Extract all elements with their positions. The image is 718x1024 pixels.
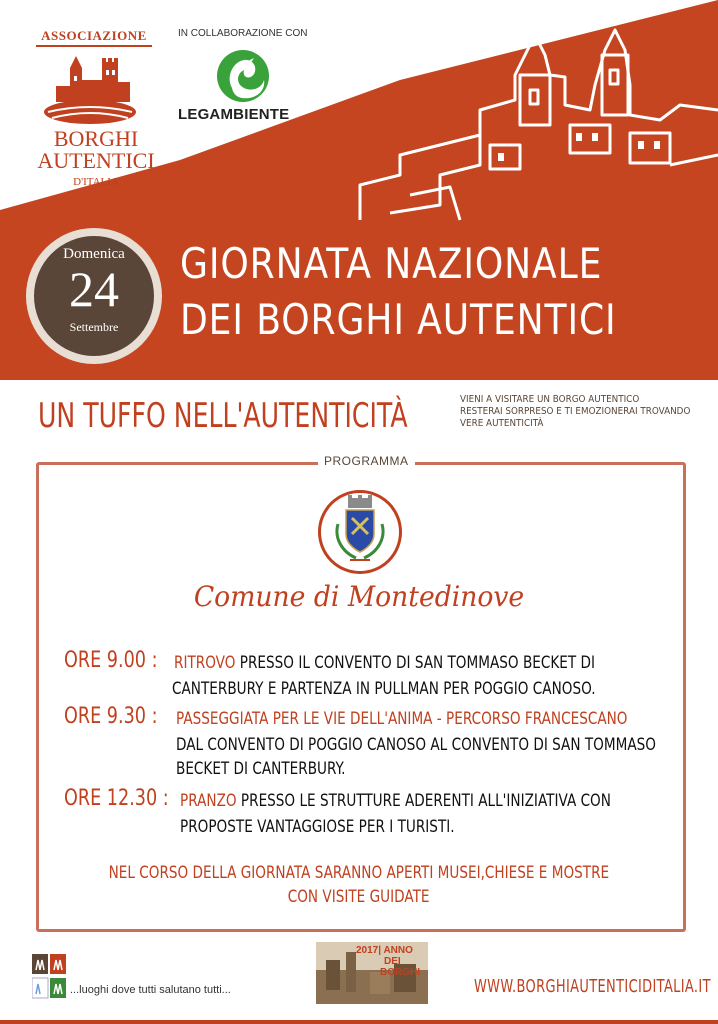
- schedule-text-1a: PRESSO IL CONVENTO DI SAN TOMMASO BECKET DI: [235, 653, 595, 673]
- schedule-line-1a: [174, 652, 595, 674]
- association-label: ASSOCIAZIONE: [41, 28, 147, 43]
- bottom-divider: [0, 1020, 718, 1024]
- anno-badge-text: [356, 945, 420, 978]
- anno-badge-line1: 2017| ANNO: [356, 945, 413, 956]
- tagline-side-line3: VERE AUTENTICITÀ: [460, 418, 544, 429]
- program-note-line2: [0, 886, 718, 908]
- date-day-number: 24: [69, 261, 119, 317]
- borghi-logo-word-autentici: AUTENTICI: [37, 148, 155, 173]
- legambiente-name: LEGAMBIENTE: [178, 106, 290, 123]
- tagline-side-line1: VIENI A VISITARE UN BORGO AUTENTICO: [460, 394, 640, 405]
- footer-hands-icon: [32, 954, 66, 1000]
- legambiente-swan-icon: [214, 48, 272, 104]
- schedule-line-3a: [180, 790, 611, 812]
- tagline-side-text: [460, 394, 700, 430]
- collaboration-label: IN COLLABORAZIONE CON: [178, 28, 308, 39]
- date-day-label: Domenica: [63, 246, 125, 262]
- schedule-time-3: ORE 12.30 :: [64, 786, 169, 811]
- municipality-coat-of-arms-icon: [328, 494, 392, 570]
- borghi-logo-word-borghi: BORGHI: [53, 126, 139, 151]
- borghi-logo-word-ditalia: D'ITALIA: [73, 176, 119, 188]
- tagline-side-line2: RESTERAI SORPRESO E TI EMOZIONERAI TROVANDO: [460, 406, 691, 417]
- schedule-highlight-3: PRANZO: [180, 791, 237, 811]
- program-note-line2-text: CON VISITE GUIDATE: [288, 887, 430, 907]
- municipality-name: Comune di Montedinove: [193, 580, 525, 613]
- association-underline: [36, 45, 152, 47]
- date-month-label: Settembre: [69, 320, 119, 334]
- town-skyline-illustration: [330, 15, 718, 230]
- website-link[interactable]: WWW.BORGHIAUTENTICIDITALIA.IT: [474, 976, 711, 997]
- schedule-time-1: ORE 9.00 :: [64, 648, 158, 673]
- schedule-line-2b: DAL CONVENTO DI POGGIO CANOSO AL CONVENTO DI SAN TOMMASO: [176, 735, 656, 755]
- program-label: PROGRAMMA: [318, 454, 415, 468]
- program-note-line1: [0, 862, 718, 884]
- schedule-text-3a: PRESSO LE STRUTTURE ADERENTI ALL'INIZIATIVA CON: [236, 791, 611, 811]
- schedule-line-3b: PROPOSTE VANTAGGIOSE PER I TURISTI.: [180, 817, 455, 837]
- program-note-line1-text: NEL CORSO DELLA GIORNATA SARANNO APERTI MUSEI,CHIESE E MOSTRE: [108, 863, 610, 883]
- schedule-line-2c: BECKET DI CANTERBURY.: [176, 759, 346, 779]
- schedule-highlight-2: PASSEGGIATA PER LE VIE DELL'ANIMA - PERCORSO FRANCESCANO: [176, 709, 628, 729]
- schedule-highlight-1: RITROVO: [174, 653, 236, 673]
- anno-badge-line3: BORGHI: [380, 967, 420, 978]
- footer-slogan: ...luoghi dove tutti salutano tutti...: [70, 984, 231, 996]
- event-title-line1: GIORNATA NAZIONALE: [180, 239, 603, 288]
- anno-badge-line2: DEI: [384, 956, 401, 967]
- schedule-line-1b: CANTERBURY E PARTENZA IN PULLMAN PER POGGIO CANOSO.: [172, 679, 596, 699]
- schedule-time-2: ORE 9.30 :: [64, 704, 158, 729]
- borghi-autentici-logo-icon: [40, 50, 140, 126]
- event-title-line2: DEI BORGHI AUTENTICI: [180, 295, 617, 344]
- tagline-main: UN TUFFO NELL'AUTENTICITÀ: [38, 396, 408, 436]
